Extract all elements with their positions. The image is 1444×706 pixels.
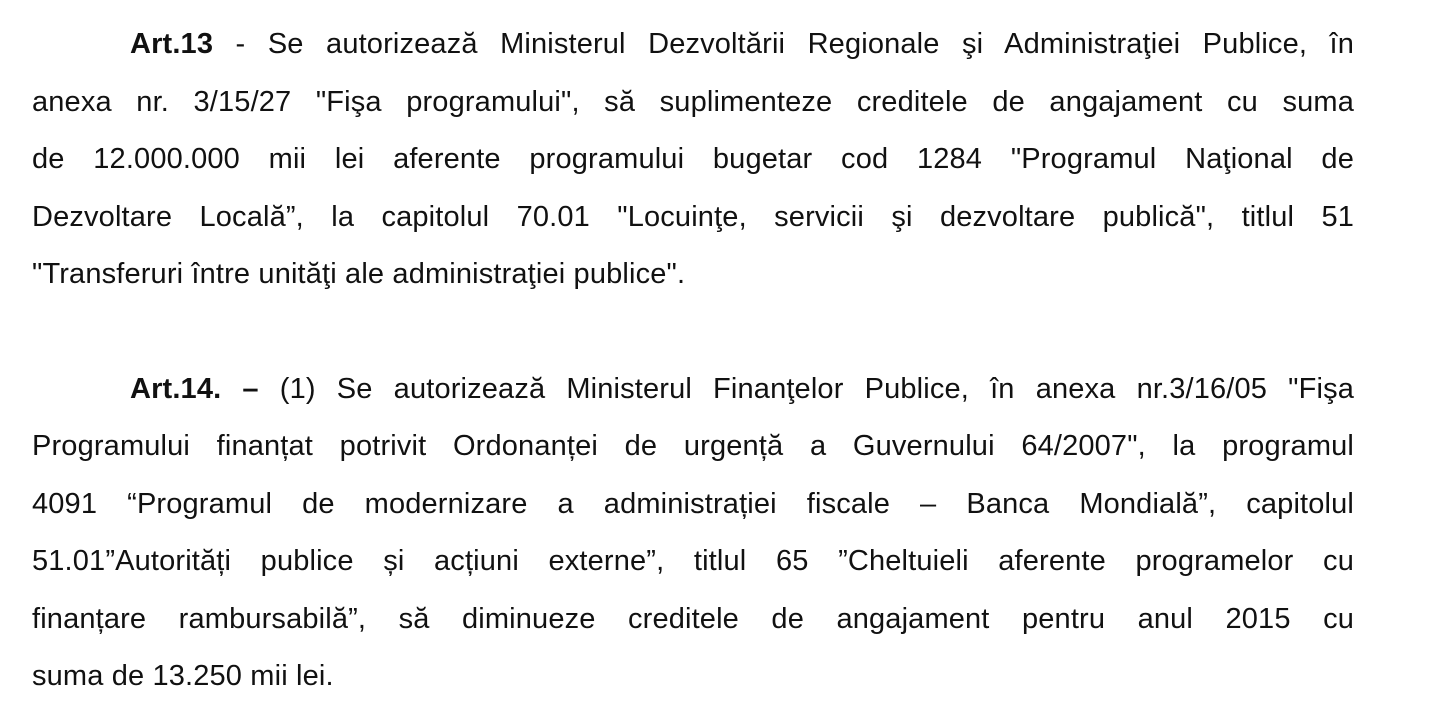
article-14-line-5: finanțare rambursabilă”, să diminueze creditele de angajament pentru anul 2015 cu (32, 602, 1354, 635)
article-14 (32, 361, 1354, 706)
article-14-line-4: 51.01”Autorități publice și acțiuni externe”, titlul 65 ”Cheltuieli aferente programelor cu (32, 545, 1354, 577)
article-13-line-5: "Transferuri între unităţi ale administraţiei publice". (32, 258, 686, 290)
article-14-line-1 (32, 361, 1354, 419)
article-14-line-3: 4091 “Programul de modernizare a administrației fiscale – Banca Mondială”, capitolul (32, 487, 1354, 520)
article-14-line-2: Programului finanțat potrivit Ordonanței de urgență a Guvernului 64/2007", la programul (32, 430, 1354, 462)
article-13-text-1: - Se autorizează Ministerul Dezvoltării Regionale şi Administraţiei Publice, în (213, 28, 1354, 60)
article-13-line-1 (32, 16, 1354, 74)
article-13-line-3: de 12.000.000 mii lei aferente programului bugetar cod 1284 "Programul Naţional de (32, 143, 1354, 175)
document-page (32, 16, 1354, 706)
article-13-line-2: anexa nr. 3/15/27 "Fişa programului", să suplimenteze creditele de angajament cu suma (32, 85, 1354, 118)
article-14-heading: Art.14. – (130, 372, 259, 405)
article-14-line-6: suma de 13.250 mii lei. (32, 660, 334, 692)
article-14-text-1: (1) Se autorizează Ministerul Finanţelor Publice, în anexa nr.3/16/05 "Fişa (258, 372, 1354, 405)
article-13-line-4: Dezvoltare Locală”, la capitolul 70.01 "Locuinţe, servicii şi dezvoltare publică", titlul 51 (32, 200, 1354, 233)
article-13-heading: Art.13 (130, 28, 214, 60)
article-13 (32, 16, 1354, 304)
